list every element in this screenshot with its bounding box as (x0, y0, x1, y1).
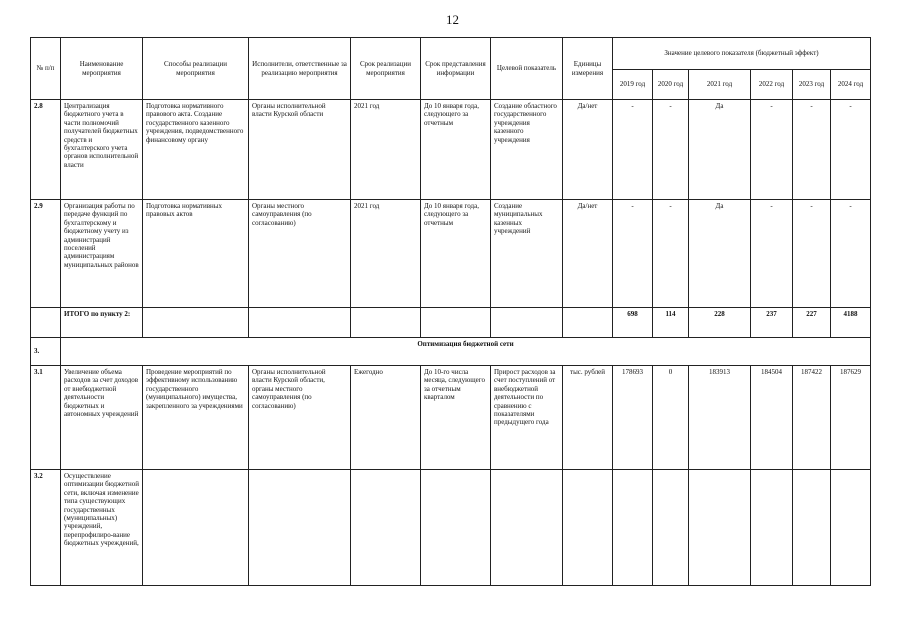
row-value: 184504 (751, 366, 793, 470)
row-executors: Органы исполнительной власти Курской области, органы местного самоуправления (по согласованию) (249, 366, 351, 470)
row-term (351, 470, 421, 586)
total-value: 4188 (831, 308, 871, 338)
header-year: 2021 год (689, 70, 751, 100)
row-value: - (831, 100, 871, 200)
total-value: 114 (653, 308, 689, 338)
header-units: Единицы измерения (563, 38, 613, 100)
row-value: - (653, 200, 689, 308)
total-value: 698 (613, 308, 653, 338)
row-executors: Органы местного самоуправления (по согласованию) (249, 200, 351, 308)
header-year: 2023 год (793, 70, 831, 100)
row-report: До 10 января года, следующего за отчетным (421, 200, 491, 308)
row-value (613, 470, 653, 586)
row-indicator (491, 470, 563, 586)
row-report: До 10-го числа месяца, следующего за отчетным кварталом (421, 366, 491, 470)
row-value: Да (689, 100, 751, 200)
row-no: 3.2 (31, 470, 61, 586)
row-value: 183913 (689, 366, 751, 470)
row-value: - (751, 200, 793, 308)
row-value: - (613, 200, 653, 308)
table-row (31, 200, 871, 308)
row-report (421, 470, 491, 586)
row-units: тыс. рублей (563, 366, 613, 470)
header-term: Срок реализации мероприятия (351, 38, 421, 100)
row-value: - (793, 200, 831, 308)
row-name: Осуществление оптимизации бюджетной сети, включая изменение типа существующих государственных (муниципальных) учреждений, перепрофилиро-вание бюджетных учреждений, (61, 470, 143, 586)
row-value: - (831, 200, 871, 308)
header-target: Значение целевого показателя (бюджетный эффект) (613, 38, 871, 70)
row-term: Ежегодно (351, 366, 421, 470)
section-no: 3. (31, 338, 61, 366)
row-value (751, 470, 793, 586)
total-value: 237 (751, 308, 793, 338)
row-value (653, 470, 689, 586)
row-term: 2021 год (351, 100, 421, 200)
row-indicator: Создание муниципальных казенных учреждений (491, 200, 563, 308)
table-row (31, 366, 871, 470)
row-units (563, 470, 613, 586)
row-value: - (613, 100, 653, 200)
row-executors (249, 470, 351, 586)
row-value: - (653, 100, 689, 200)
table-row (31, 100, 871, 200)
row-no: 2.8 (31, 100, 61, 200)
total-value: 227 (793, 308, 831, 338)
header-methods: Способы реализации мероприятия (143, 38, 249, 100)
header-indicator: Целевой показатель (491, 38, 563, 100)
section-title: Оптимизация бюджетной сети (61, 338, 871, 366)
row-methods: Проведение мероприятий по эффективному использованию государственного (муниципального) имущества, закрепленного за учреждениями (143, 366, 249, 470)
row-methods: Подготовка нормативных правовых актов (143, 200, 249, 308)
row-value: - (793, 100, 831, 200)
row-indicator: Создание областного государственного учреждения казенного учреждения (491, 100, 563, 200)
row-value: Да (689, 200, 751, 308)
row-units: Да/нет (563, 200, 613, 308)
header-executors: Исполнители, ответственные за реализацию мероприятия (249, 38, 351, 100)
header-year: 2024 год (831, 70, 871, 100)
total-label: ИТОГО по пункту 2: (61, 308, 143, 338)
header-report: Срок представления информации (421, 38, 491, 100)
row-units: Да/нет (563, 100, 613, 200)
row-name: Централизация бюджетного учета в части полномочий получателей бюджетных средств и бухгалтерского учета органов исполнительной власти (61, 100, 143, 200)
row-value: 187422 (793, 366, 831, 470)
row-value: 0 (653, 366, 689, 470)
header-year: 2022 год (751, 70, 793, 100)
row-methods: Подготовка нормативного правового акта. Создание государственного казенного учреждения, подведомственного финансовому органу (143, 100, 249, 200)
row-value (831, 470, 871, 586)
row-indicator: Прирост расходов за счет поступлений от внебюджетной деятельности по сравнению с показателями предыдущего года (491, 366, 563, 470)
header-year: 2019 год (613, 70, 653, 100)
header-name: Наименование мероприятия (61, 38, 143, 100)
table-row (31, 470, 871, 586)
row-methods (143, 470, 249, 586)
header-no: № п/п (31, 38, 61, 100)
header-year: 2020 год (653, 70, 689, 100)
row-no: 2.9 (31, 200, 61, 308)
row-value (793, 470, 831, 586)
total-row (31, 308, 871, 338)
row-executors: Органы исполнительной власти Курской области (249, 100, 351, 200)
row-no: 3.1 (31, 366, 61, 470)
row-name: Увеличение объема расходов за счет доходов от внебюджетной деятельности бюджетных и автономных учреждений (61, 366, 143, 470)
row-value (689, 470, 751, 586)
page-number: 12 (446, 12, 459, 27)
row-report: До 10 января года, следующего за отчетным (421, 100, 491, 200)
row-value: 178693 (613, 366, 653, 470)
row-value: - (751, 100, 793, 200)
row-value: 187629 (831, 366, 871, 470)
plan-table (30, 37, 871, 586)
row-term: 2021 год (351, 200, 421, 308)
section-row (31, 338, 871, 366)
total-value: 228 (689, 308, 751, 338)
row-name: Организация работы по передаче функций по бухгалтерскому и бюджетному учету из администраций поселений администрациям муниципальных районов (61, 200, 143, 308)
